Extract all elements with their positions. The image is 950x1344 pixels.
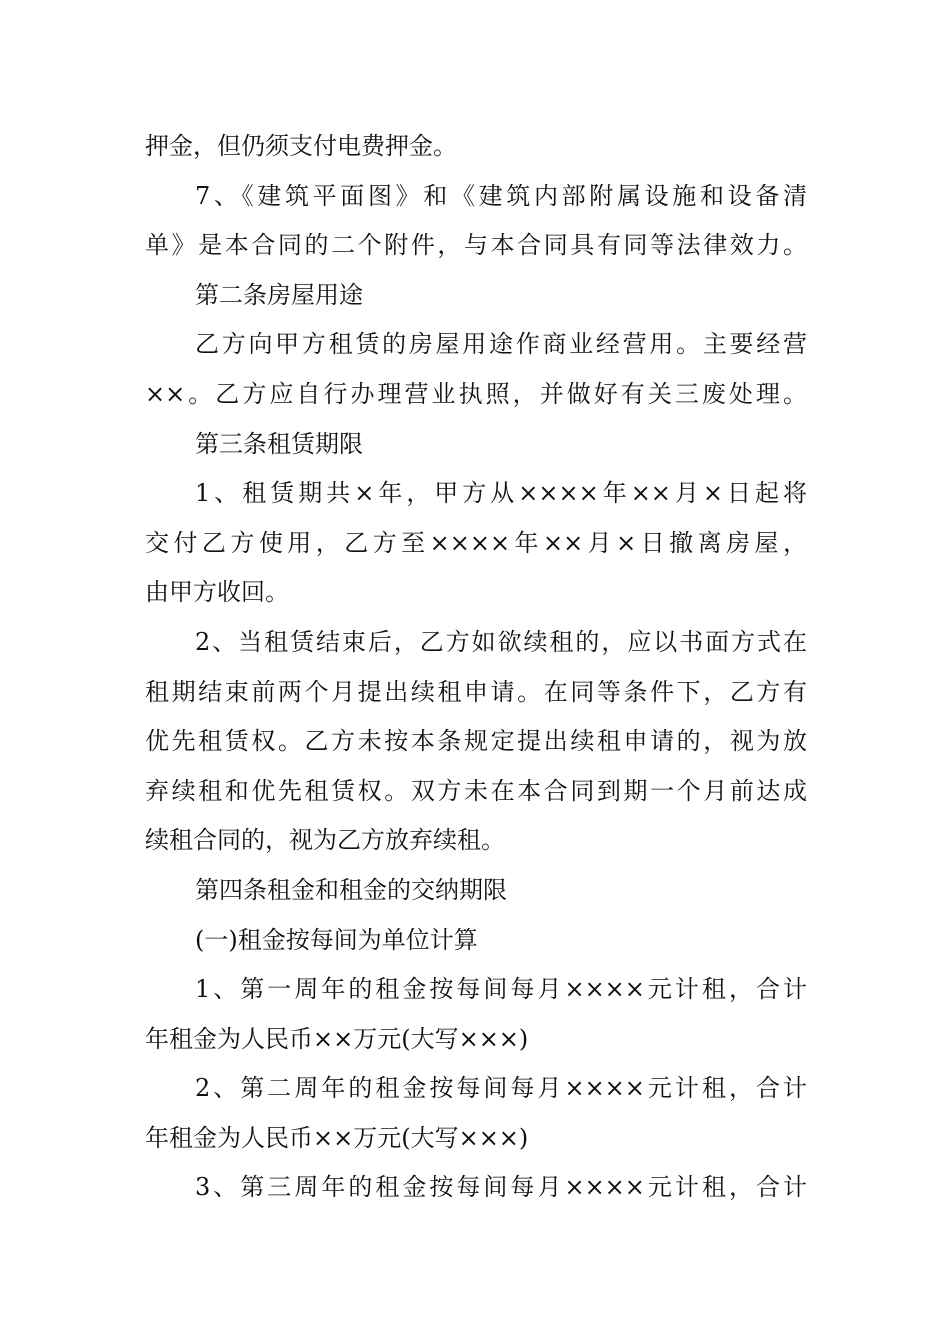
section-heading-2: 第二条房屋用途: [195, 280, 363, 309]
text-line-12: 租期结束前两个月提出续租申请。在同等条件下，乙方有: [145, 677, 807, 706]
text-line-2: 7、《建筑平面图》和《建筑内部附属设施和设备清: [195, 181, 807, 210]
document-body: [145, 122, 807, 1213]
text-line-11: 2、当租赁结束后，乙方如欲续租的，应以书面方式在: [195, 627, 807, 656]
text-line-22: 3、第三周年的租金按每间每月××××元计租，合计: [195, 1173, 807, 1202]
text-line-8: 1、租赁期共×年，甲方从××××年××月×日起将: [195, 479, 807, 508]
text-line-9: 交付乙方使用，乙方至××××年××月×日撤离房屋，: [145, 528, 807, 557]
subsection-heading-1: (一)租金按每间为单位计算: [195, 925, 478, 954]
text-line-20: 2、第二周年的租金按每间每月××××元计租，合计: [195, 1074, 807, 1103]
text-line-21: 年租金为人民币××万元(大写×××): [145, 1123, 529, 1152]
text-line-18: 1、第一周年的租金按每间每月××××元计租，合计: [195, 975, 807, 1004]
section-heading-3: 第三条租赁期限: [195, 429, 363, 458]
text-line-5: 乙方向甲方租赁的房屋用途作商业经营用。主要经营: [195, 330, 807, 359]
text-line-19: 年租金为人民币××万元(大写×××): [145, 1024, 529, 1053]
text-line-15: 续租合同的，视为乙方放弃续租。: [145, 826, 505, 855]
text-line-10: 由甲方收回。: [145, 578, 289, 607]
section-heading-4: 第四条租金和租金的交纳期限: [195, 875, 507, 904]
text-line-1: 押金，但仍须支付电费押金。: [145, 132, 457, 160]
text-line-13: 优先租赁权。乙方未按本条规定提出续租申请的，视为放: [145, 727, 807, 756]
text-line-6: ××。乙方应自行办理营业执照，并做好有关三废处理。: [145, 379, 807, 408]
text-line-3: 单》是本合同的二个附件，与本合同具有同等法律效力。: [145, 231, 807, 260]
text-line-14: 弃续租和优先租赁权。双方未在本合同到期一个月前达成: [145, 776, 807, 805]
